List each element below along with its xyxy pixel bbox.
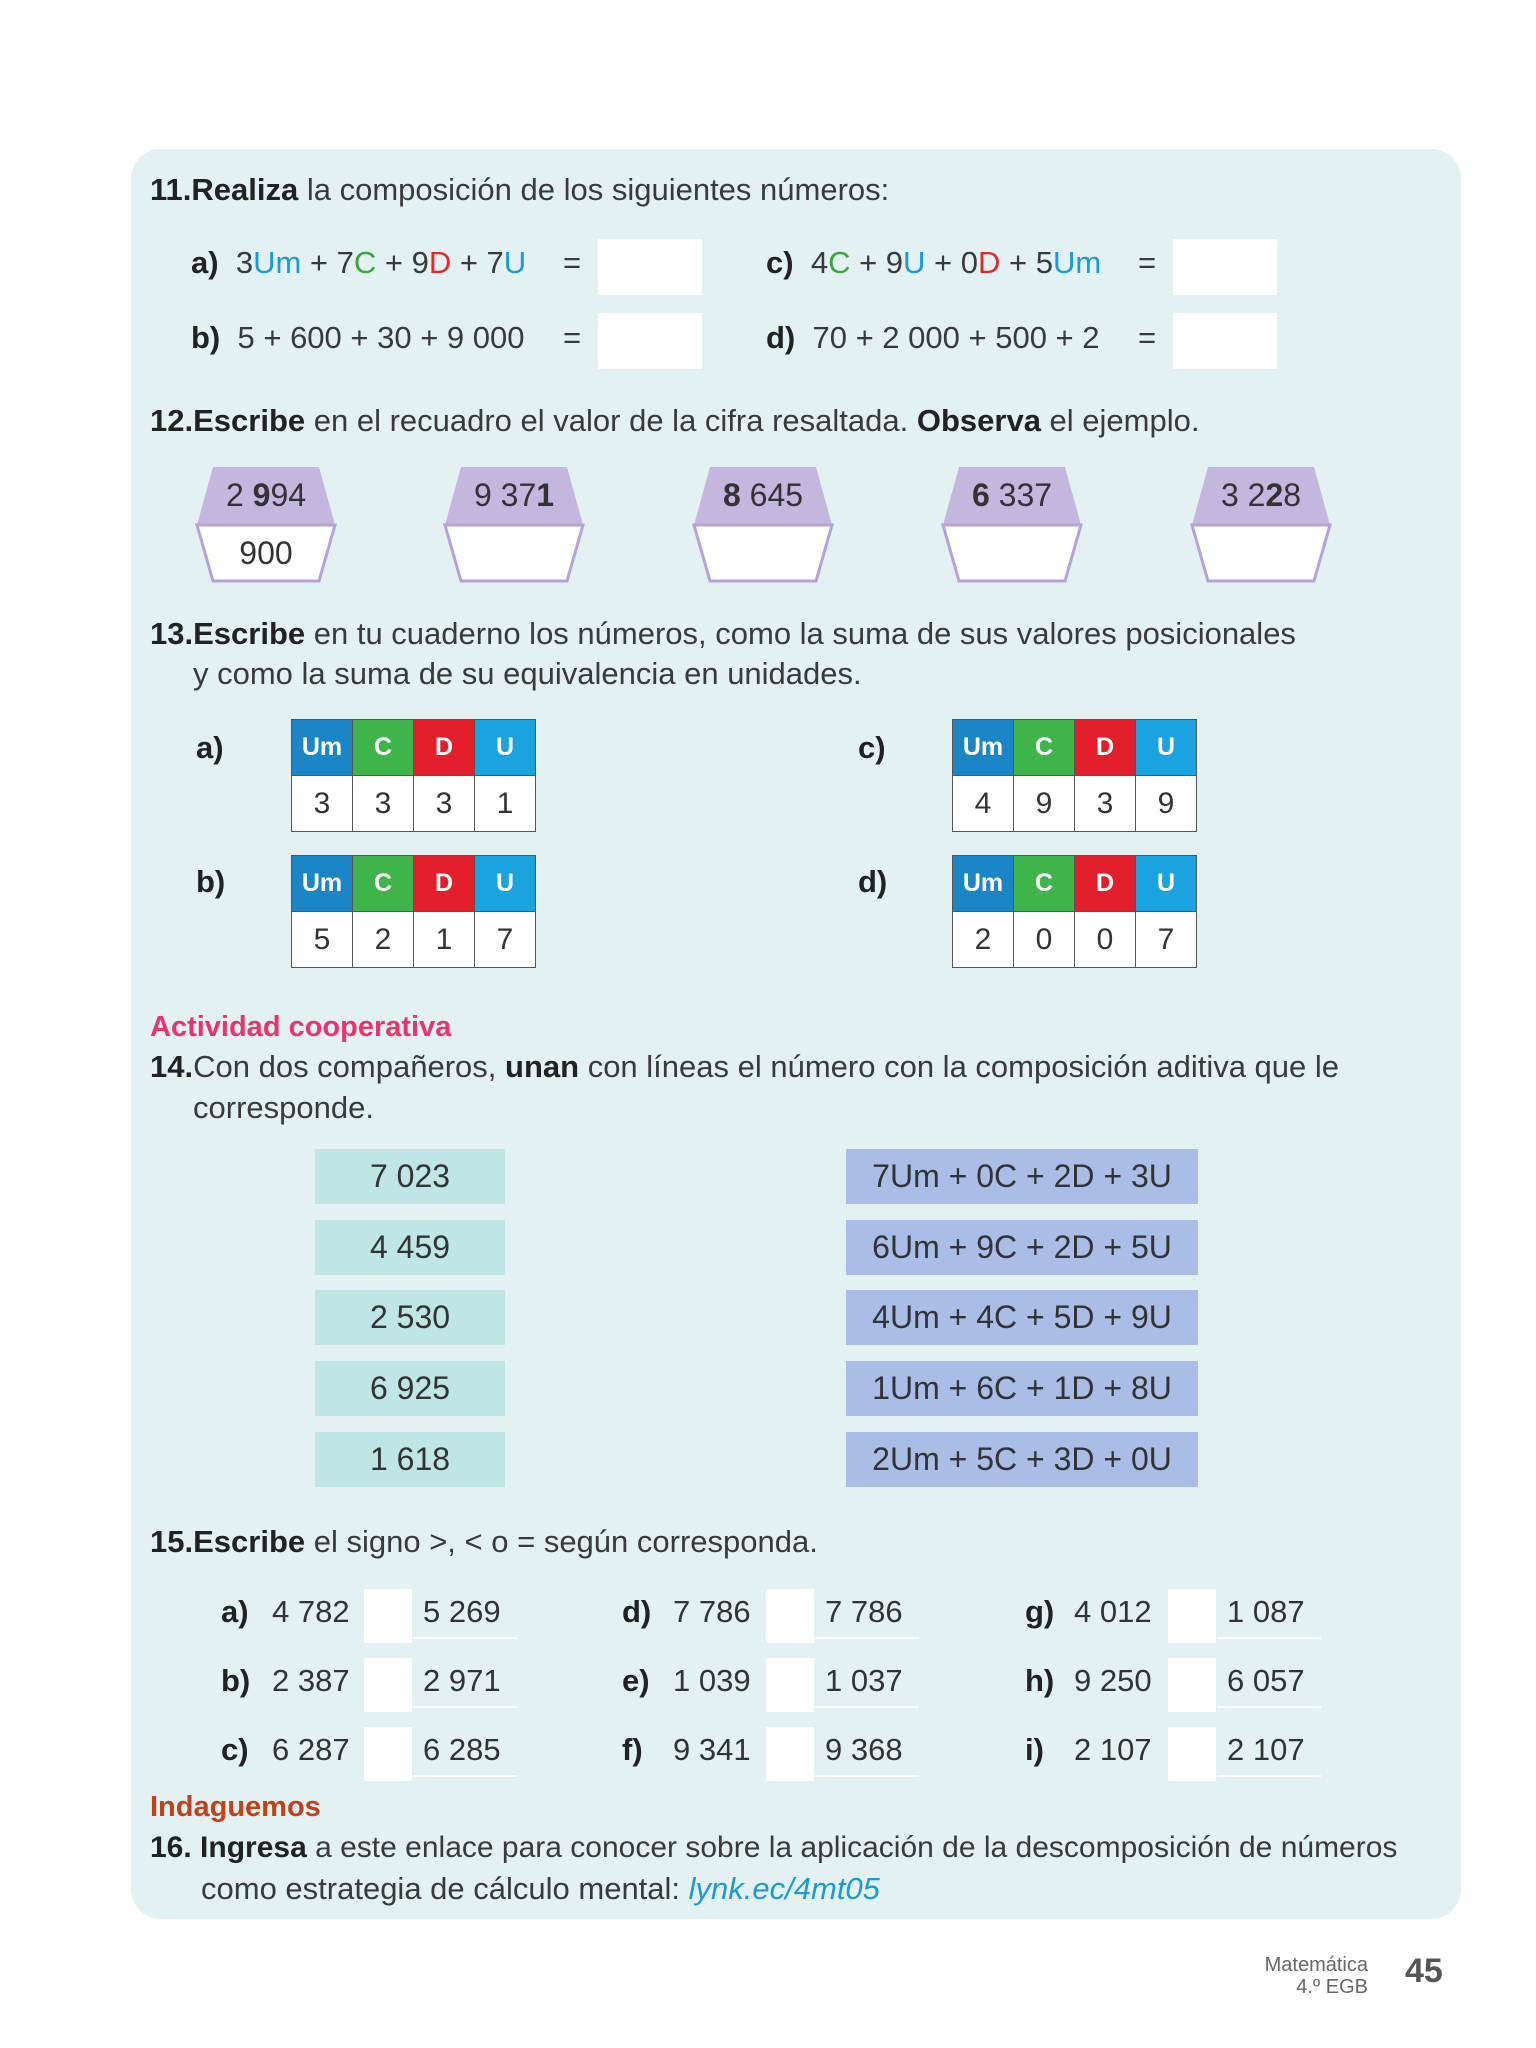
ex15-h-right: 6 057 xyxy=(1217,1654,1321,1708)
ex15-d-right: 7 786 xyxy=(815,1585,919,1639)
ex12-instruction: 12.Escribe en el recuadro el valor de la cifra resaltada. Observa el ejemplo. xyxy=(150,403,1200,438)
ex15-h-label: h) xyxy=(1025,1663,1055,1698)
ex15-f-right: 9 368 xyxy=(815,1723,919,1777)
header-u: U xyxy=(1136,856,1197,912)
digit-cell: 7 xyxy=(475,912,536,968)
hex-number: 6 337 xyxy=(971,477,1053,513)
ex15-e-sign-box[interactable] xyxy=(766,1658,814,1712)
digit-cell: 3 xyxy=(292,776,353,832)
ex15-i-right: 2 107 xyxy=(1217,1723,1321,1777)
digit-cell: 2 xyxy=(953,912,1014,968)
ex15-b-sign-box[interactable] xyxy=(364,1658,412,1712)
hex-item-2 xyxy=(443,467,585,583)
hex-number: 9 371 xyxy=(473,477,555,513)
ex13-a-label: a) xyxy=(196,730,224,765)
number-box[interactable]: 7 023 xyxy=(315,1149,505,1204)
hex-answer[interactable]: 900 xyxy=(239,535,293,571)
header-um: Um xyxy=(292,720,353,776)
number-box[interactable]: 6 925 xyxy=(315,1361,505,1416)
ex13-instruction-line2: y como la suma de su equivalencia en unidades. xyxy=(193,656,862,691)
ex16-instruction-line1: 16. Ingresa a este enlace para conocer sobre la aplicación de la descomposición de números xyxy=(150,1831,1398,1864)
ex15-e-left: 1 039 xyxy=(673,1663,751,1698)
footer-subject xyxy=(1265,1954,1368,1998)
ex15-h-sign-box[interactable] xyxy=(1168,1658,1216,1712)
digit-cell: 0 xyxy=(1014,912,1075,968)
ex11-c: c) 4C + 9U + 0D + 5Um xyxy=(766,245,1102,280)
header-c: C xyxy=(353,720,414,776)
number-box[interactable]: 4 459 xyxy=(315,1220,505,1275)
digit-cell: 7 xyxy=(1136,912,1197,968)
digit-cell: 2 xyxy=(353,912,414,968)
ex11-a-equals: = xyxy=(563,245,582,280)
header-c: C xyxy=(1014,856,1075,912)
ex15-a-sign-box[interactable] xyxy=(364,1589,412,1643)
ex11-d-equals: = xyxy=(1138,320,1157,355)
header-d: D xyxy=(1075,856,1136,912)
ex15-g-label: g) xyxy=(1025,1594,1055,1629)
ex15-c-left: 6 287 xyxy=(272,1732,350,1767)
ex15-d-left: 7 786 xyxy=(673,1594,751,1629)
hex-number: 3 228 xyxy=(1220,477,1302,513)
hex-number: 8 645 xyxy=(722,477,804,513)
footer-grade: 4.º EGB xyxy=(1296,1976,1368,1998)
place-value-table-d xyxy=(952,855,1197,968)
ex15-g-sign-box[interactable] xyxy=(1168,1589,1216,1643)
indag-title: Indaguemos xyxy=(150,1791,321,1823)
ex15-b-left: 2 387 xyxy=(272,1663,350,1698)
ex15-i-left: 2 107 xyxy=(1074,1732,1152,1767)
ex15-b-right: 2 971 xyxy=(413,1654,517,1708)
ex15-d-label: d) xyxy=(622,1594,652,1629)
place-value-table-a xyxy=(291,719,536,832)
header-d: D xyxy=(414,720,475,776)
header-u: U xyxy=(1136,720,1197,776)
ex16-instruction-line2: como estrategia de cálculo mental: lynk.ec/4mt05 xyxy=(201,1871,880,1906)
ex11-d-answer-box[interactable] xyxy=(1173,313,1277,369)
ex15-i-label: i) xyxy=(1025,1732,1044,1767)
digit-cell: 1 xyxy=(414,912,475,968)
ex13-c-label: c) xyxy=(858,730,886,765)
footer-subject-name: Matemática xyxy=(1264,1954,1368,1976)
coop-title: Actividad cooperativa xyxy=(150,1011,452,1043)
ex15-d-sign-box[interactable] xyxy=(766,1589,814,1643)
header-um: Um xyxy=(953,720,1014,776)
ex13-instruction-line1: 13.Escribe en tu cuaderno los números, como la suma de sus valores posicionales xyxy=(150,616,1296,651)
number-box[interactable]: 1 618 xyxy=(315,1432,505,1487)
hex-item-3 xyxy=(692,467,834,583)
ex15-g-left: 4 012 xyxy=(1074,1594,1152,1629)
ex11-b: b) 5 + 600 + 30 + 9 000 xyxy=(191,320,525,355)
ex15-f-sign-box[interactable] xyxy=(766,1727,814,1781)
ex11-d: d) 70 + 2 000 + 500 + 2 xyxy=(766,320,1100,355)
resource-link[interactable]: lynk.ec/4mt05 xyxy=(688,1871,880,1906)
ex15-c-label: c) xyxy=(221,1732,249,1767)
header-c: C xyxy=(1014,720,1075,776)
ex15-e-label: e) xyxy=(622,1663,650,1698)
header-um: Um xyxy=(953,856,1014,912)
digit-cell: 4 xyxy=(953,776,1014,832)
ex11-c-equals: = xyxy=(1138,245,1157,280)
ex11-b-answer-box[interactable] xyxy=(598,313,702,369)
ex15-b-label: b) xyxy=(221,1663,251,1698)
digit-cell: 3 xyxy=(414,776,475,832)
composition-box[interactable]: 6Um + 9C + 2D + 5U xyxy=(846,1220,1198,1275)
ex14-instruction-line2: corresponde. xyxy=(193,1090,374,1125)
ex15-a-label: a) xyxy=(221,1594,249,1629)
page-number: 45 xyxy=(1405,1952,1443,1990)
ex11-a: a) 3Um + 7C + 9D + 7U xyxy=(191,245,527,280)
header-u: U xyxy=(475,856,536,912)
header-um: Um xyxy=(292,856,353,912)
ex15-g-right: 1 087 xyxy=(1217,1585,1321,1639)
digit-cell: 3 xyxy=(353,776,414,832)
composition-box[interactable]: 2Um + 5C + 3D + 0U xyxy=(846,1432,1198,1487)
ex15-c-sign-box[interactable] xyxy=(364,1727,412,1781)
ex15-instruction: 15.Escribe el signo >, < o = según corresponda. xyxy=(150,1524,818,1559)
ex15-a-right: 5 269 xyxy=(413,1585,517,1639)
header-d: D xyxy=(414,856,475,912)
ex14-instruction-line1: 14.Con dos compañeros, unan con líneas el número con la composición aditiva que le xyxy=(150,1049,1340,1084)
digit-cell: 3 xyxy=(1075,776,1136,832)
ex15-c-right: 6 285 xyxy=(413,1723,517,1777)
ex13-d-label: d) xyxy=(858,864,888,899)
ex11-a-answer-box[interactable] xyxy=(598,239,702,295)
number-box[interactable]: 2 530 xyxy=(315,1290,505,1345)
ex13-b-label: b) xyxy=(196,864,226,899)
hex-item-1 xyxy=(195,467,337,583)
digit-cell: 9 xyxy=(1136,776,1197,832)
place-value-table-b xyxy=(291,855,536,968)
ex15-f-label: f) xyxy=(622,1732,643,1767)
ex15-h-left: 9 250 xyxy=(1074,1663,1152,1698)
digit-cell: 5 xyxy=(292,912,353,968)
hex-item-4 xyxy=(941,467,1083,583)
composition-box[interactable]: 4Um + 4C + 5D + 9U xyxy=(846,1290,1198,1345)
ex15-i-sign-box[interactable] xyxy=(1168,1727,1216,1781)
ex15-f-left: 9 341 xyxy=(673,1732,751,1767)
composition-box[interactable]: 1Um + 6C + 1D + 8U xyxy=(846,1361,1198,1416)
ex11-instruction: 11.Realiza la composición de los siguientes números: xyxy=(150,172,890,207)
header-u: U xyxy=(475,720,536,776)
header-c: C xyxy=(353,856,414,912)
ex15-a-left: 4 782 xyxy=(272,1594,350,1629)
hex-number: 2 994 xyxy=(225,477,307,513)
header-d: D xyxy=(1075,720,1136,776)
ex11-c-answer-box[interactable] xyxy=(1173,239,1277,295)
ex15-e-right: 1 037 xyxy=(815,1654,919,1708)
place-value-table-c xyxy=(952,719,1197,832)
digit-cell: 1 xyxy=(475,776,536,832)
ex11-b-equals: = xyxy=(563,320,582,355)
digit-cell: 0 xyxy=(1075,912,1136,968)
hex-item-5 xyxy=(1190,467,1332,583)
composition-box[interactable]: 7Um + 0C + 2D + 3U xyxy=(846,1149,1198,1204)
digit-cell: 9 xyxy=(1014,776,1075,832)
